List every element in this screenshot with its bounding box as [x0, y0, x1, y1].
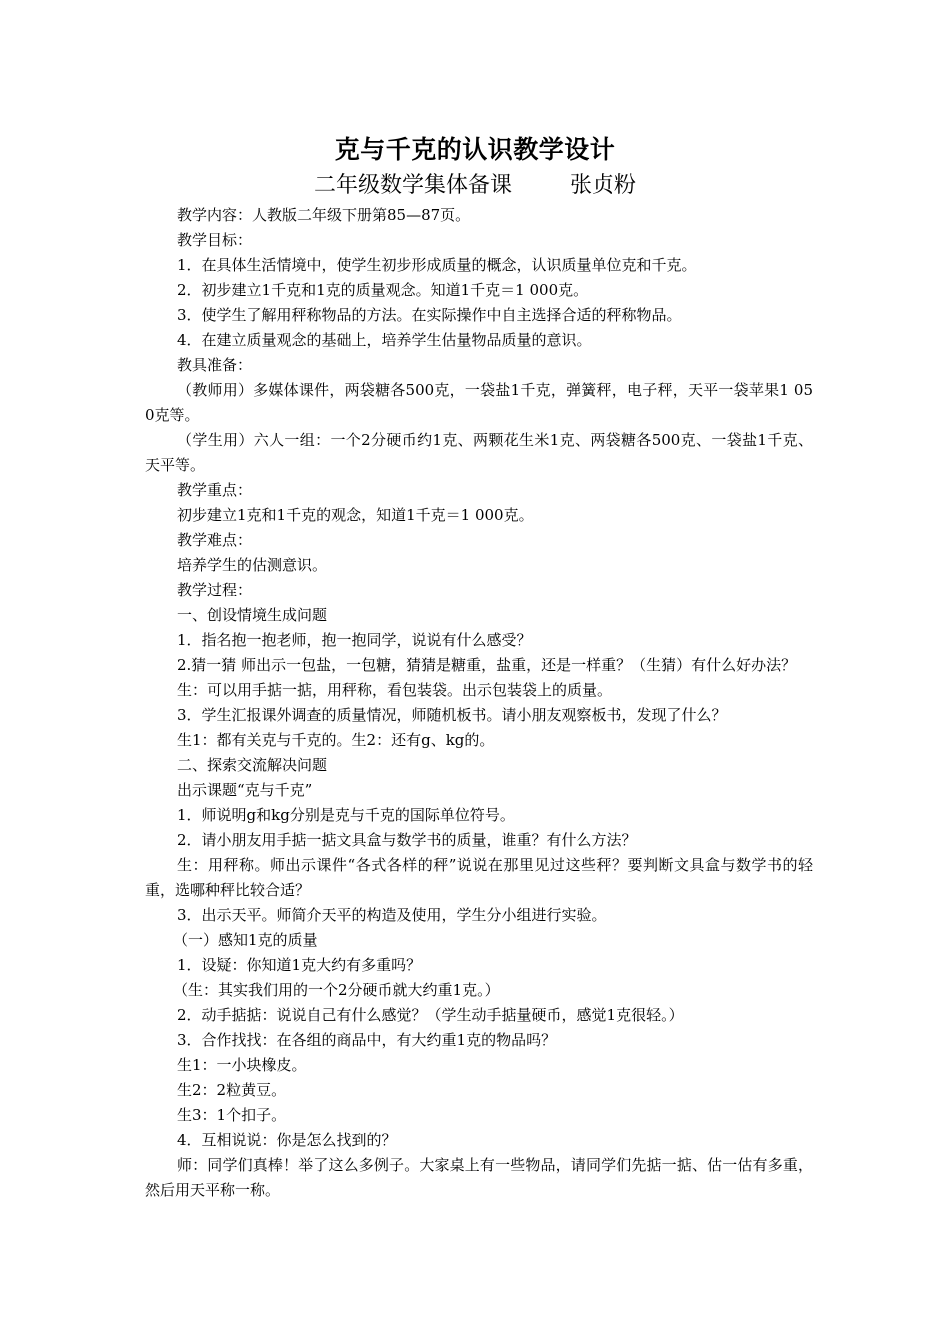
paragraph: （一）感知1克的质量 [173, 931, 318, 949]
paragraph: 教学过程： [177, 581, 253, 599]
paragraph: 生：用秤称。师出示课件“各式各样的秤”说说在那里见过这些秤？要判断文具盒与数学书的轻重，选哪种秤比较合适？ [145, 856, 813, 899]
paragraph: 3．合作找找：在各组的商品中，有大约重1克的物品吗？ [177, 1031, 557, 1049]
paragraph: 1．设疑：你知道1克大约有多重吗？ [177, 956, 422, 974]
document-body [145, 203, 813, 1203]
paragraph: （教师用）多媒体课件，两袋糖各500克，一袋盐1千克，弹簧秤，电子秤，天平一袋苹果1 050克等。 [145, 381, 813, 424]
paragraph: 4．在建立质量观念的基础上，培养学生估量物品质量的意识。 [177, 331, 592, 349]
document-title: 克与千克的认识教学设计 [334, 135, 616, 164]
paragraph: 教具准备： [177, 356, 253, 374]
subtitle-author: 张贞粉 [570, 173, 637, 198]
paragraph: （生：其实我们用的一个2分硬币就大约重1克。） [173, 981, 500, 999]
paragraph: 生3：1个扣子。 [177, 1106, 287, 1124]
document-subtitle [0, 171, 950, 201]
paragraph: 二、探索交流解决问题 [177, 756, 328, 774]
paragraph: 2．初步建立1千克和1克的质量观念。知道1千克＝1 000克。 [177, 281, 589, 299]
paragraph: 教学内容：人教版二年级下册第85—87页。 [177, 206, 471, 224]
paragraph: 培养学生的估测意识。 [177, 556, 328, 574]
subtitle-course: 二年级数学集体备课 [313, 173, 512, 198]
paragraph: 教学重点： [177, 481, 253, 499]
paragraph: 生1：一小块橡皮。 [177, 1056, 307, 1074]
paragraph: 初步建立1克和1千克的观念，知道1千克＝1 000克。 [177, 506, 534, 524]
paragraph: 1．在具体生活情境中，使学生初步形成质量的概念，认识质量单位克和千克。 [177, 256, 697, 274]
paragraph: 3．使学生了解用秤称物品的方法。在实际操作中自主选择合适的秤称物品。 [177, 306, 682, 324]
paragraph: 1．师说明g和kg分别是克与千克的国际单位符号。 [177, 806, 515, 824]
paragraph: 生2：2粒黄豆。 [177, 1081, 287, 1099]
paragraph: 2.猜一猜 师出示一包盐，一包糖，猜猜是糖重，盐重，还是一样重？（生猜）有什么好办法？ [177, 656, 797, 674]
paragraph: 3．学生汇报课外调查的质量情况，师随机板书。请小朋友观察板书，发现了什么？ [177, 706, 727, 724]
paragraph: 教学难点： [177, 531, 253, 549]
paragraph: 2．请小朋友用手掂一掂文具盒与数学书的质量，谁重？有什么方法？ [177, 831, 637, 849]
paragraph: 生1：都有关克与千克的。生2：还有g、kg的。 [177, 731, 495, 749]
paragraph: （学生用）六人一组：一个2分硬币约1克、两颗花生米1克、两袋糖各500克、一袋盐1千克、天平等。 [145, 431, 813, 474]
paragraph: 出示课题“克与千克” [177, 781, 313, 799]
paragraph: 生：可以用手掂一掂，用秤称，看包装袋。出示包装袋上的质量。 [177, 681, 613, 699]
paragraph: 1．指名抱一抱老师，抱一抱同学，说说有什么感受？ [177, 631, 532, 649]
paragraph: 教学目标： [177, 231, 253, 249]
paragraph: 3．出示天平。师简介天平的构造及使用，学生分小组进行实验。 [177, 906, 607, 924]
paragraph: 一、创设情境生成问题 [177, 606, 328, 624]
paragraph: 师：同学们真棒！举了这么多例子。大家桌上有一些物品，请同学们先掂一掂、估一估有多重，然后用天平称一称。 [145, 1156, 813, 1199]
paragraph: 2．动手掂掂：说说自己有什么感觉？（学生动手掂量硬币，感觉1克很轻。） [177, 1006, 684, 1024]
paragraph: 4．互相说说：你是怎么找到的？ [177, 1131, 397, 1149]
